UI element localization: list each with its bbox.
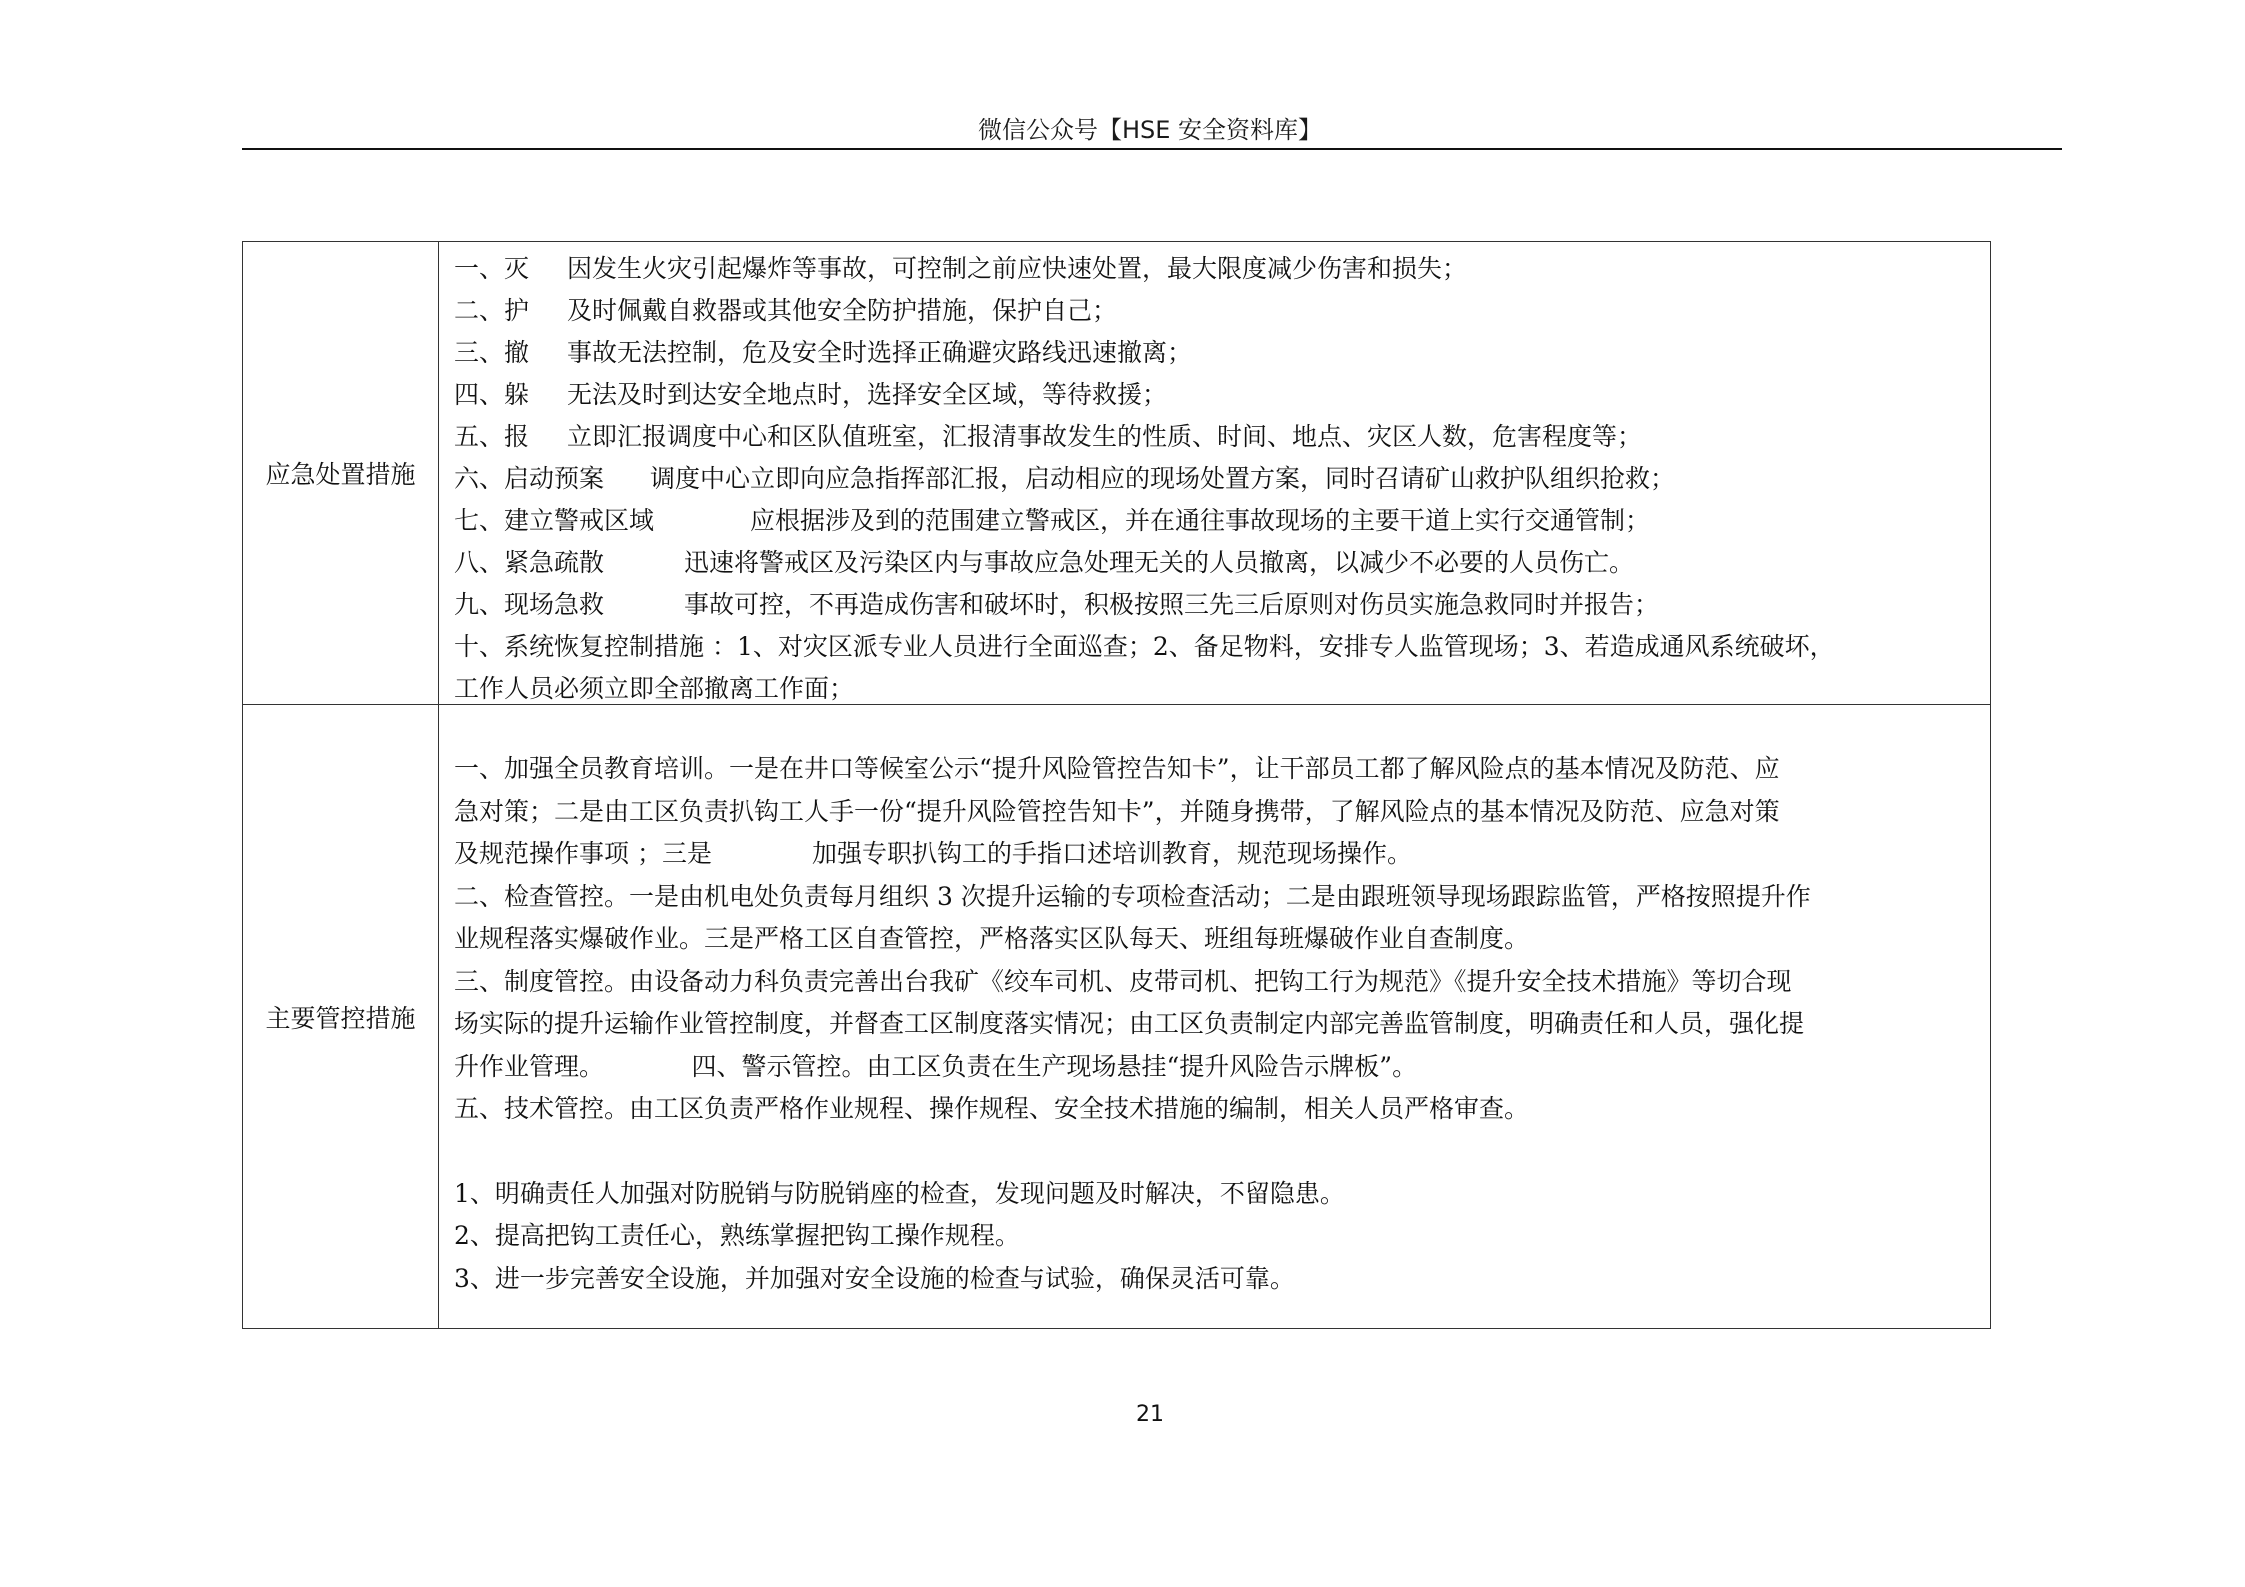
emergency-item-10-line-2: 工作人员必须立即全部撤离工作面；	[454, 674, 855, 703]
control-text-line: 及规范操作事项 ；三是 加强专职扒钩工的手指口述培训教育，规范现场操作。	[454, 839, 1412, 868]
control-text-line: 五、技术管控。由工区负责严格作业规程、操作规程、安全技术措施的编制，相关人员严格审查。	[454, 1094, 1530, 1123]
emergency-item-text: 调度中心立即向应急指挥部汇报，启动相应的现场处置方案，同时召请矿山救护队组织抢救；	[650, 464, 1676, 493]
emergency-item-8	[454, 542, 1975, 584]
emergency-item-key: 二、护	[454, 296, 530, 325]
control-text-line: 升作业管理。 四、警示管控。由工区负责在生产现场悬挂“提升风险告示牌板”。	[454, 1051, 1418, 1081]
table-row-control	[243, 704, 1990, 1328]
emergency-item-9	[454, 584, 1975, 626]
emergency-item-6	[454, 458, 1975, 500]
control-list-item-1: 1、明确责任人加强对防脱销与防脱销座的检查，发现问题及时解决，不留隐患。	[454, 1178, 1345, 1208]
emergency-item-text: 因发生火灾引起爆炸等事故，可控制之前应快速处置，最大限度减少伤害和损失；	[567, 254, 1468, 283]
control-list-item-3: 3、进一步完善安全设施，并加强对安全设施的检查与试验，确保灵活可靠。	[454, 1263, 1295, 1293]
emergency-item-text: 事故无法控制，危及安全时选择正确避灾路线迅速撤离；	[567, 338, 1193, 367]
control-list-item-2: 2、提高把钩工责任心，熟练掌握把钩工操作规程。	[454, 1221, 1020, 1250]
page-header-title: 微信公众号【HSE 安全资料库】	[977, 116, 1323, 144]
emergency-item-3	[454, 332, 1975, 374]
control-content-cell	[439, 705, 1990, 1328]
emergency-item-text: 立即汇报调度中心和区队值班室，汇报清事故发生的性质、时间、地点、灾区人数，危害程度等；	[567, 422, 1643, 451]
emergency-item-text: 事故可控，不再造成伤害和破坏时，积极按照三先三后原则对伤员实施急救同时并报告；	[684, 590, 1660, 619]
control-text-line: 场实际的提升运输作业管控制度，并督查工区制度落实情况；由工区负责制定内部完善监管制度，明确责任和人员，强化提	[454, 1009, 1805, 1038]
emergency-label: 应急处置措施	[265, 460, 416, 489]
table-row-emergency	[243, 242, 1990, 704]
control-label-cell	[243, 705, 439, 1328]
emergency-item-text: 无法及时到达安全地点时，选择安全区域，等待救援；	[567, 380, 1168, 409]
emergency-item-key: 五、报	[454, 422, 530, 451]
control-text-line: 二、检查管控。一是由机电处负责每月组织 3 次提升运输的专项检查活动；二是由跟班领导现场跟踪监管，严格按照提升作	[454, 881, 1811, 911]
emergency-item-text: 应根据涉及到的范围建立警戒区，并在通往事故现场的主要干道上实行交通管制；	[750, 506, 1651, 535]
control-text-line: 一、加强全员教育培训。一是在井口等候室公示“提升风险管控告知卡”，让干部员工都了解风险点的基本情况及防范、应	[454, 754, 1780, 783]
emergency-item-key: 七、建立警戒区域	[454, 506, 655, 535]
emergency-label-cell	[243, 242, 439, 704]
page-number: 21	[1136, 1402, 1164, 1427]
emergency-content-cell	[439, 242, 1990, 704]
blank-line	[454, 1131, 1975, 1173]
emergency-item-5	[454, 416, 1975, 458]
emergency-item-text: 及时佩戴自救器或其他安全防护措施，保护自己；	[567, 296, 1118, 325]
emergency-item-key: 六、启动预案	[454, 464, 605, 493]
emergency-item-10-line-1: 十、系统恢复控制措施 ：1、对灾区派专业人员进行全面巡查；2、备足物料，安排专人监管现场；3、若造成通风系统破坏，	[454, 632, 1835, 661]
control-text-line: 急对策；二是由工区负责扒钩工人手一份“提升风险管控告知卡”，并随身携带，了解风险点的基本情况及防范、应急对策	[454, 796, 1780, 826]
emergency-item-key: 八、紧急疏散	[454, 548, 605, 577]
control-text-line: 业规程落实爆破作业。三是严格工区自查管控，严格落实区队每天、班组每班爆破作业自查制度。	[454, 924, 1530, 953]
measures-table	[242, 241, 1991, 1329]
emergency-item-2	[454, 290, 1975, 332]
emergency-item-key: 九、现场急救	[454, 590, 605, 619]
header-divider	[242, 148, 2062, 150]
control-label: 主要管控措施	[265, 1003, 416, 1033]
emergency-item-key: 四、躲	[454, 380, 530, 409]
emergency-item-key: 三、撤	[454, 338, 530, 367]
control-text-line: 三、制度管控。由设备动力科负责完善出台我矿《绞车司机、皮带司机、把钩工行为规范》《提升安全技术措施》等切合现	[454, 966, 1792, 996]
emergency-item-4	[454, 374, 1975, 416]
emergency-item-1	[454, 248, 1975, 290]
emergency-item-7	[454, 500, 1975, 542]
emergency-item-key: 一、灭	[454, 254, 530, 283]
emergency-item-text: 迅速将警戒区及污染区内与事故应急处理无关的人员撤离，以减少不必要的人员伤亡。	[684, 548, 1635, 577]
